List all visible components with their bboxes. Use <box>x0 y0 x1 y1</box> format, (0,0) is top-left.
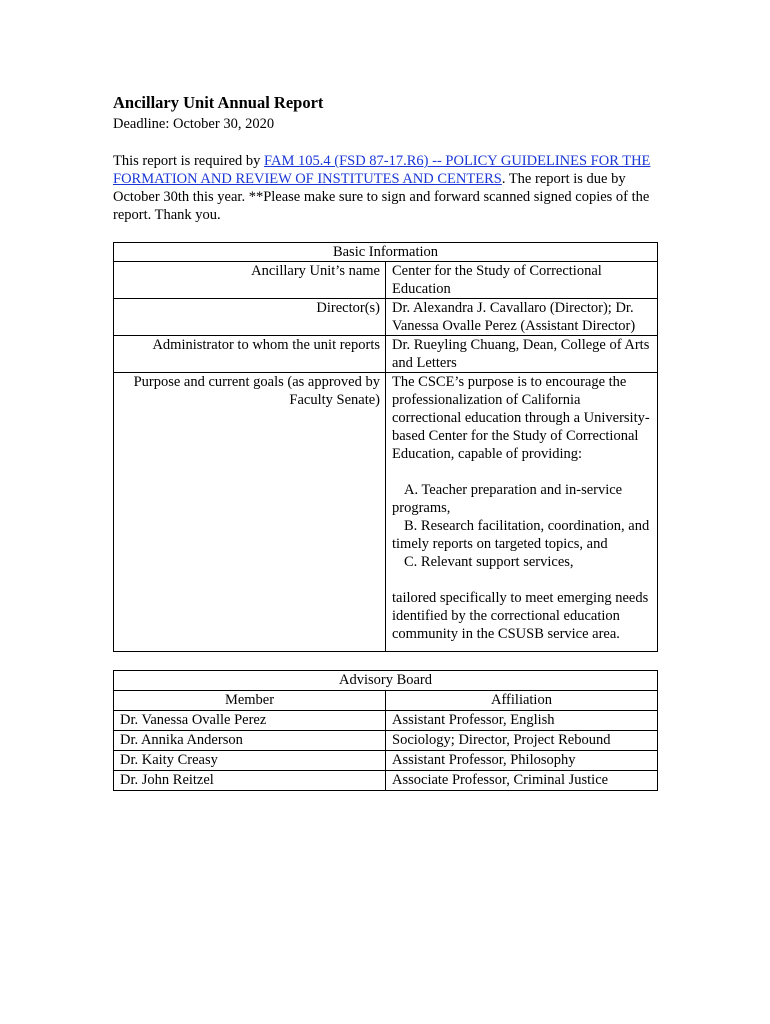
purpose-list <box>392 481 651 571</box>
report-page <box>113 92 658 791</box>
basic-information-caption: Basic Information <box>114 243 658 262</box>
table-row <box>114 711 658 731</box>
purpose-item: A. Teacher preparation and in-service programs, <box>392 482 623 516</box>
purpose-tail: tailored specifically to meet emerging needs identified by the correctional education community in the CSUSB service area. <box>392 590 649 642</box>
administrator-label: Administrator to whom the unit reports <box>114 336 386 373</box>
unit-name-value: Center for the Study of Correctional Education <box>386 262 658 299</box>
directors-value: Dr. Alexandra J. Cavallaro (Director); Dr. Vanessa Ovalle Perez (Assistant Director) <box>386 299 658 336</box>
member-affiliation: Assistant Professor, Philosophy <box>386 751 658 771</box>
member-affiliation: Assistant Professor, English <box>386 711 658 731</box>
purpose-item: C. Relevant support services, <box>404 554 574 570</box>
intro-text-before-link: This report is required by <box>113 153 265 169</box>
purpose-value <box>386 373 658 652</box>
intro-text-after-link: . The report is due by October 30th this year. **Please make sure to sign and forward scanned signed copies of the report. Thank you. <box>113 171 650 223</box>
member-affiliation: Associate Professor, Criminal Justice <box>386 771 658 791</box>
purpose-label: Purpose and current goals (as approved by Faculty Senate) <box>114 373 386 652</box>
advisory-board-caption: Advisory Board <box>114 671 658 691</box>
table-row <box>114 731 658 751</box>
affiliation-column-header: Affiliation <box>386 691 658 711</box>
intro-paragraph <box>113 152 658 224</box>
member-name: Dr. Kaity Creasy <box>114 751 386 771</box>
purpose-item: B. Research facilitation, coordination, and timely reports on targeted topics, and <box>392 518 650 552</box>
unit-name-label: Ancillary Unit’s name <box>114 262 386 299</box>
directors-label: Director(s) <box>114 299 386 336</box>
administrator-value: Dr. Rueyling Chuang, Dean, College of Arts and Letters <box>386 336 658 373</box>
policy-guidelines-link[interactable]: FAM 105.4 (FSD 87-17.R6) -- POLICY GUIDELINES FOR THE FORMATION AND REVIEW OF INSTITUTES AND CENTERS <box>113 153 651 187</box>
member-name: Dr. Vanessa Ovalle Perez <box>114 711 386 731</box>
table-row <box>114 771 658 791</box>
deadline-text: Deadline: October 30, 2020 <box>113 116 275 132</box>
member-affiliation: Sociology; Director, Project Rebound <box>386 731 658 751</box>
report-title: Ancillary Unit Annual Report <box>113 93 324 112</box>
member-name: Dr. Annika Anderson <box>114 731 386 751</box>
basic-information-table <box>113 242 658 652</box>
table-row <box>114 751 658 771</box>
purpose-intro: The CSCE’s purpose is to encourage the professionalization of California correctional education through a University-based Center for the Study of Correctional Education, capable of providing: <box>392 374 650 462</box>
advisory-board-table <box>113 670 658 791</box>
member-column-header: Member <box>114 691 386 711</box>
member-name: Dr. John Reitzel <box>114 771 386 791</box>
